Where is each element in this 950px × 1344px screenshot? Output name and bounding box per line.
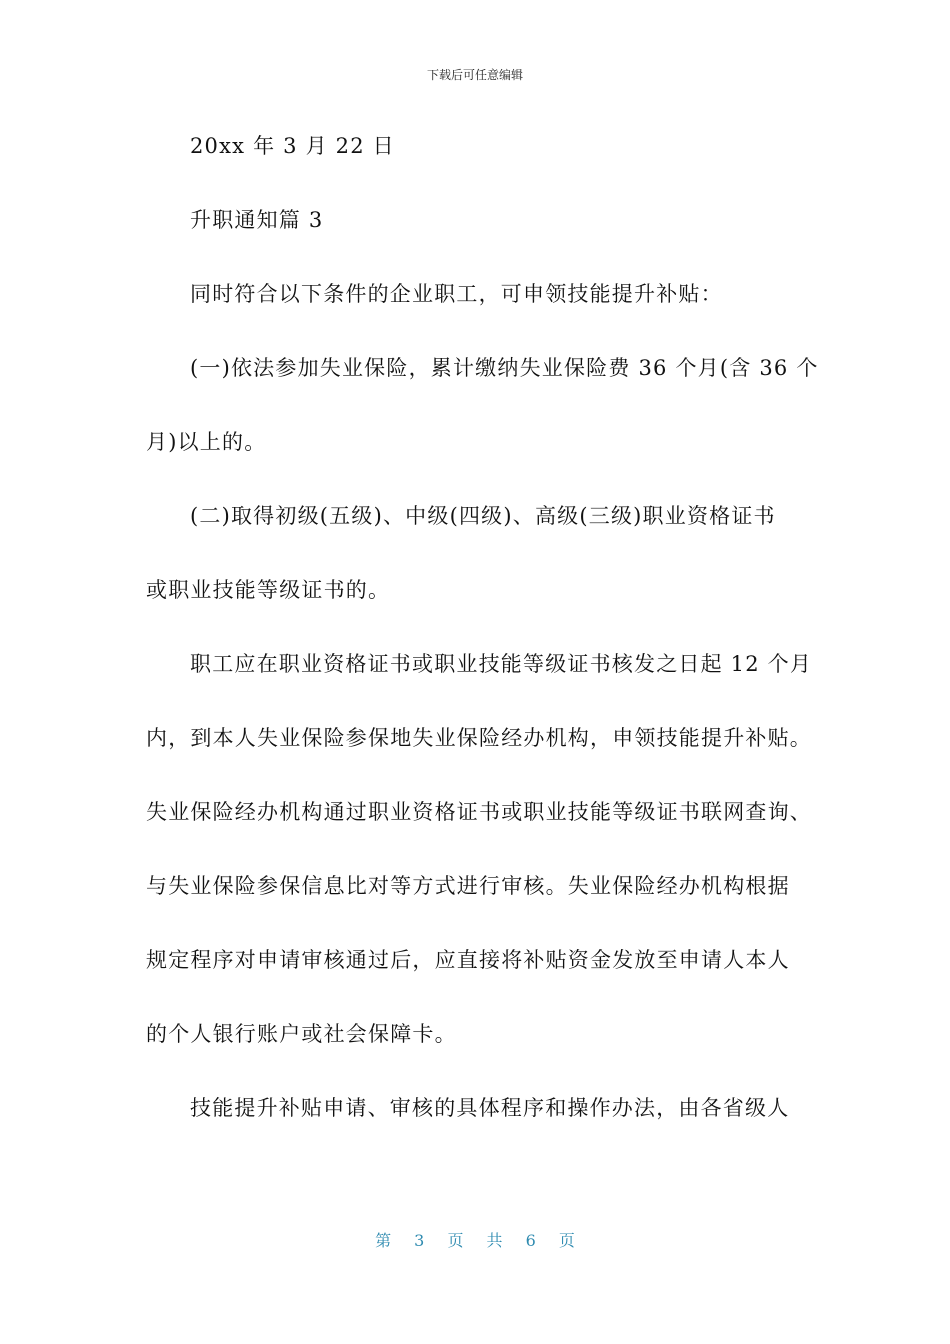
- page-header-note: 下载后可任意编辑: [426, 68, 523, 82]
- section-title: 升职通知篇 3: [190, 208, 324, 232]
- paragraph-line: 职工应在职业资格证书或职业技能等级证书核发之日起 12 个月: [190, 652, 813, 676]
- document-body: [146, 128, 819, 1164]
- paragraph-line: 同时符合以下条件的企业职工，可申领技能提升补贴：: [190, 282, 723, 306]
- document-date: 20xx 年 3 月 22 日: [190, 134, 395, 158]
- page-number-footer: 第 3 页 共 6 页: [375, 1231, 575, 1250]
- paragraph-line: (二)取得初级(五级)、中级(四级)、高级(三级)职业资格证书: [190, 504, 776, 528]
- paragraph-line: 的个人银行账户或社会保障卡。: [146, 1022, 457, 1046]
- paragraph-line: 或职业技能等级证书的。: [146, 578, 391, 602]
- paragraph-line: 规定程序对申请审核通过后，应直接将补贴资金发放至申请人本人: [146, 948, 790, 972]
- paragraph-line: (一)依法参加失业保险，累计缴纳失业保险费 36 个月(含 36 个: [190, 356, 819, 380]
- paragraph-line: 失业保险经办机构通过职业资格证书或职业技能等级证书联网查询、: [146, 800, 812, 824]
- paragraph-line: 技能提升补贴申请、审核的具体程序和操作办法，由各省级人: [190, 1096, 790, 1120]
- paragraph-line: 与失业保险参保信息比对等方式进行审核。失业保险经办机构根据: [146, 874, 790, 898]
- paragraph-line: 月)以上的。: [146, 430, 267, 454]
- paragraph-line: 内，到本人失业保险参保地失业保险经办机构，申领技能提升补贴。: [146, 726, 812, 750]
